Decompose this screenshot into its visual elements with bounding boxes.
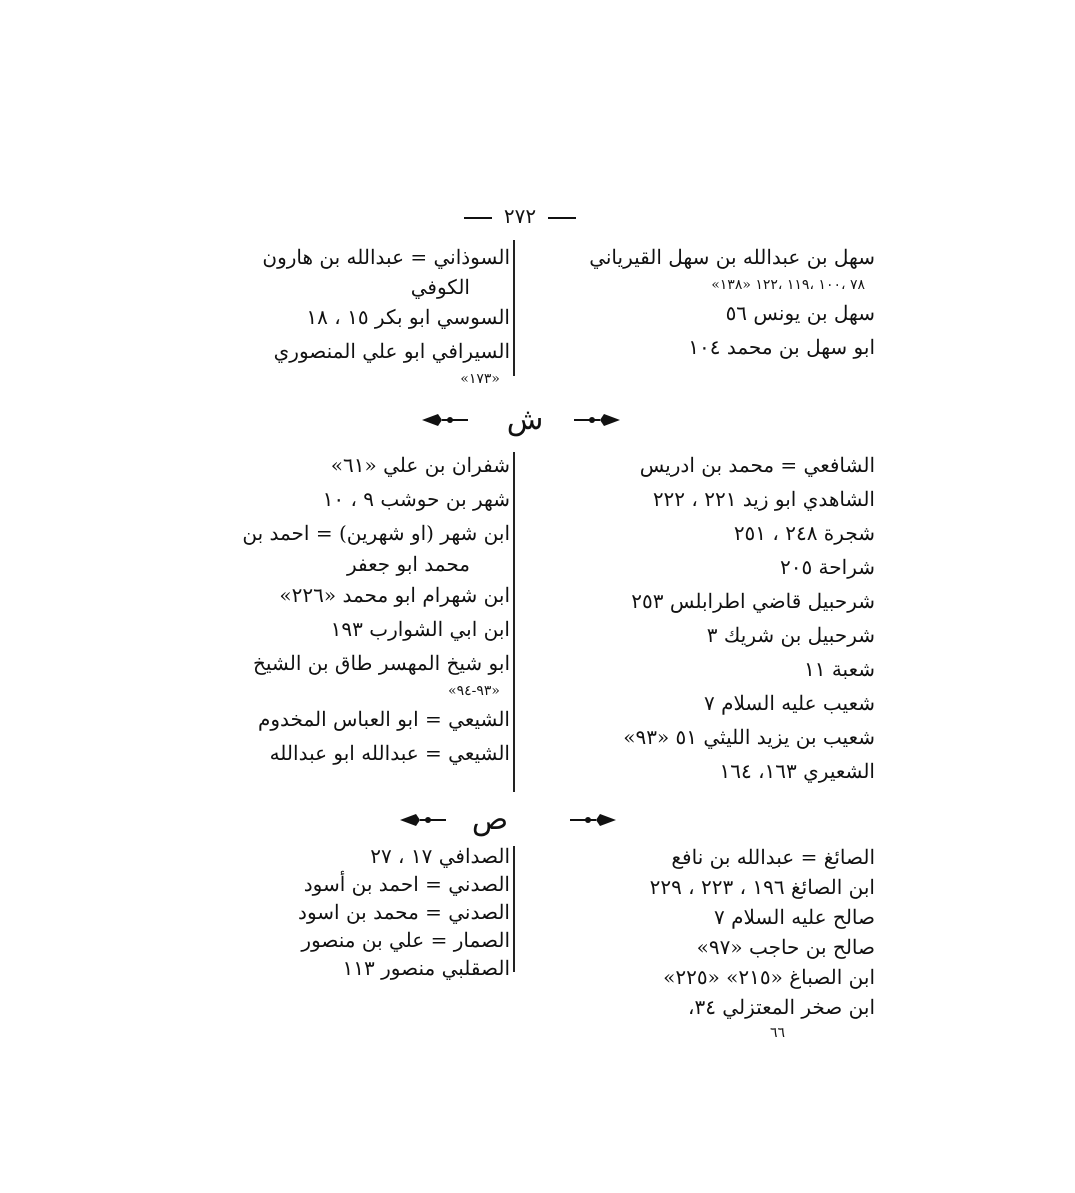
index-entry: شهر بن حوشب ٩ ، ١٠ xyxy=(322,487,510,511)
letter-heading: ش xyxy=(506,402,544,437)
index-entry: الشاهدي ابو زيد ٢٢١ ، ٢٢٢ xyxy=(652,487,875,511)
index-entry-continued: الكوفي xyxy=(410,275,470,299)
page-header xyxy=(450,204,590,230)
page-number: ٢٧٢ xyxy=(503,204,537,228)
index-entry: ابن ابي الشوارب ١٩٣ xyxy=(330,617,510,641)
ornament-icon xyxy=(568,810,618,830)
index-entry: ابن شهرام ابو محمد «٢٢٦» xyxy=(279,583,510,607)
column-divider xyxy=(513,846,515,972)
index-entry: شعبة ١١ xyxy=(803,657,875,681)
block-sad xyxy=(155,842,875,1042)
block-sad-right-column xyxy=(530,842,875,1044)
block-sad-left-column xyxy=(155,842,510,982)
index-entry: سهل بن عبدالله بن سهل القيرياني xyxy=(589,245,875,269)
index-entry-pages: «١٧٣» xyxy=(460,371,500,387)
ornament-icon xyxy=(420,410,470,430)
ornament-icon xyxy=(398,810,448,830)
index-entry: سهل بن يونس ٥٦ xyxy=(725,301,875,325)
index-entry: شجرة ٢٤٨ ، ٢٥١ xyxy=(733,521,875,545)
index-entry: الصدني = محمد بن اسود xyxy=(298,900,510,924)
index-entry-pages: ٦٦ xyxy=(769,1025,785,1041)
index-entry: شراحة ٢٠٥ xyxy=(779,555,875,579)
index-entry: صالح بن حاجب «٩٧» xyxy=(696,935,875,959)
block-shin-left-column xyxy=(155,448,510,770)
index-entry: الصدافي ١٧ ، ٢٧ xyxy=(370,844,510,868)
letter-heading-shin xyxy=(0,400,1075,440)
index-entry: السوذاني = عبدالله بن هارون xyxy=(262,245,510,269)
index-entry: شعيب عليه السلام ٧ xyxy=(703,691,875,715)
block-sin-left-column xyxy=(155,240,510,390)
header-dash-right xyxy=(464,217,492,219)
index-entry: الصائغ = عبدالله بن نافع xyxy=(671,845,875,869)
index-entry: ابن شهر (او شهرين) = احمد بن xyxy=(242,521,510,545)
index-entry: شرحبيل قاضي اطرابلس ٢٥٣ xyxy=(631,589,875,613)
block-sin-right-column xyxy=(530,240,875,364)
index-entry: الصقلبي منصور ١١٣ xyxy=(342,956,510,980)
header-dash-left xyxy=(548,217,576,219)
index-entry: الصدني = احمد بن أسود xyxy=(303,872,510,896)
index-entry-continued: محمد ابو جعفر xyxy=(346,552,470,576)
index-entry: ابو سهل بن محمد ١٠٤ xyxy=(688,335,875,359)
index-entry: صالح عليه السلام ٧ xyxy=(713,905,875,929)
index-entry-pages: «٩٣-٩٤» xyxy=(448,683,500,699)
index-entry: شرحبيل بن شريك ٣ xyxy=(706,623,875,647)
index-entry: شعيب بن يزيد الليثي ٥١ «٩٣» xyxy=(623,725,875,749)
ornament-icon xyxy=(572,410,622,430)
index-entry: ابن الصائغ ١٩٦ ، ٢٢٣ ، ٢٢٩ xyxy=(649,875,875,899)
index-entry: الشيعي = عبدالله ابو عبدالله xyxy=(269,741,510,765)
index-entry: ابو شيخ المهسر طاق بن الشيخ xyxy=(252,651,510,675)
index-entry: ابن صخر المعتزلي ٣٤، xyxy=(688,995,875,1019)
letter-heading-sad xyxy=(0,800,1075,840)
index-entry: الصمار = علي بن منصور xyxy=(301,928,510,952)
block-sin xyxy=(155,240,875,387)
index-entry: السيرافي ابو علي المنصوري xyxy=(273,339,510,363)
index-entry: شفران بن علي «٦١» xyxy=(330,453,510,477)
index-entry: الشعيري ١٦٣، ١٦٤ xyxy=(719,759,875,783)
block-shin xyxy=(155,448,875,788)
index-entry: ابن الصباغ «٢١٥» «٢٢٥» xyxy=(663,965,875,989)
index-entry: الشافعي = محمد بن ادريس xyxy=(639,453,875,477)
index-entry: السوسي ابو بكر ١٥ ، ١٨ xyxy=(306,305,510,329)
index-entry-pages: ٧٨ ،١٠٠ ،١١٩ ،١٢٢ «١٣٨» xyxy=(711,277,865,293)
column-divider xyxy=(513,240,515,376)
index-entry: الشيعي = ابو العباس المخدوم xyxy=(258,707,510,731)
column-divider xyxy=(513,452,515,792)
block-shin-right-column xyxy=(530,448,875,788)
letter-heading: ص xyxy=(471,802,509,837)
